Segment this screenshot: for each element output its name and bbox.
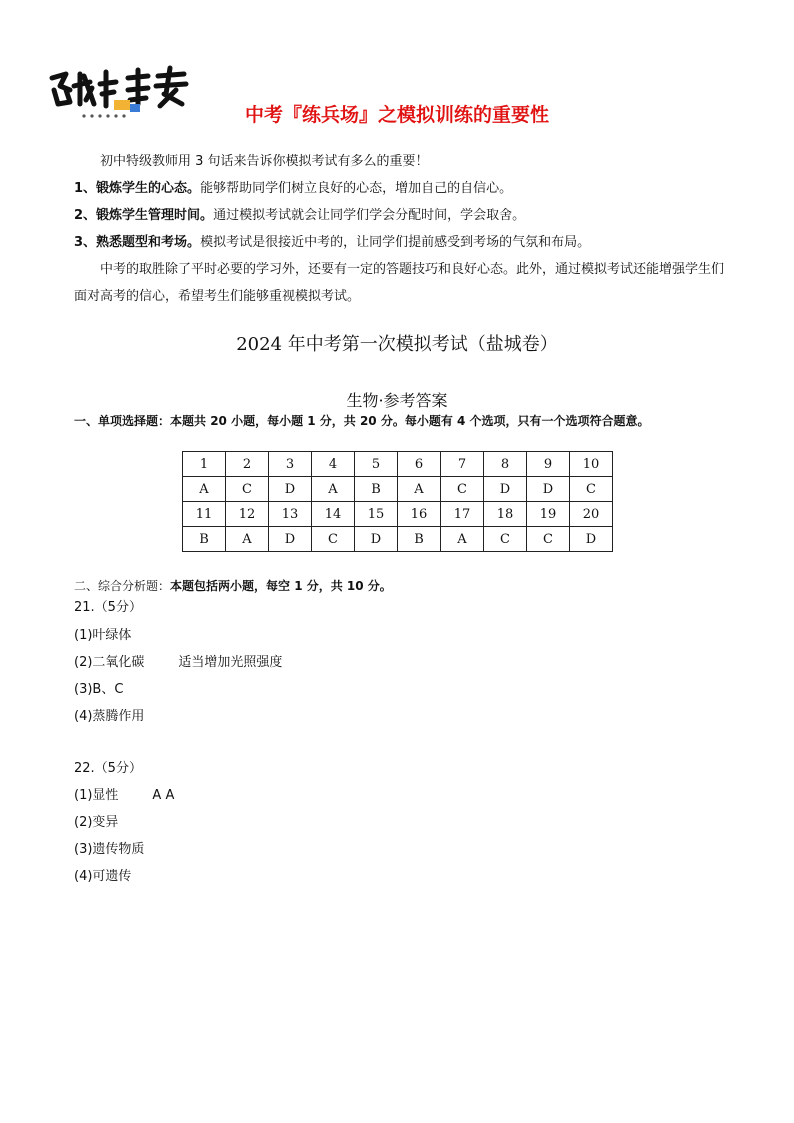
table-cell: 9	[527, 452, 570, 477]
table-cell: 15	[355, 502, 398, 527]
table-cell: A	[312, 477, 355, 502]
intro-section	[74, 148, 734, 310]
table-cell: 7	[441, 452, 484, 477]
table-cell: 11	[183, 502, 226, 527]
table-cell: D	[269, 477, 312, 502]
table-cell: 10	[570, 452, 613, 477]
q21-answer-3: (3)B、C	[74, 682, 124, 697]
table-cell: A	[441, 527, 484, 552]
table-cell: 18	[484, 502, 527, 527]
q22-answer-3: (3)遗传物质	[74, 842, 145, 857]
table-cell: D	[570, 527, 613, 552]
table-cell: C	[441, 477, 484, 502]
intro-closing: 中考的取胜除了平时必要的学习外，还要有一定的答题技巧和良好心态。此外，通过模拟考试还能增强学生们面对高考的信心，希望考生们能够重视模拟考试。	[74, 262, 725, 304]
q21-answer-2: (2)二氧化碳 适当增加光照强度	[74, 655, 283, 670]
table-cell: C	[226, 477, 269, 502]
intro-point-1: 1、锻炼学生的心态。能够帮助同学们树立良好的心态，增加自己的自信心。	[74, 181, 513, 196]
table-cell: 16	[398, 502, 441, 527]
table-cell: D	[355, 527, 398, 552]
q21-answer-1: (1)叶绿体	[74, 628, 132, 643]
table-cell: B	[398, 527, 441, 552]
table-cell: A	[398, 477, 441, 502]
q22-answer-2: (2)变异	[74, 815, 119, 830]
table-row	[183, 452, 613, 477]
q22-answer-4: (4)可遗传	[74, 869, 132, 884]
exam-subtitle: 生物·参考答案	[346, 391, 448, 410]
table-cell: 4	[312, 452, 355, 477]
table-cell: 2	[226, 452, 269, 477]
table-cell: 19	[527, 502, 570, 527]
table-cell: A	[183, 477, 226, 502]
table-row	[183, 502, 613, 527]
table-cell: 6	[398, 452, 441, 477]
table-cell: 8	[484, 452, 527, 477]
answer-table	[182, 451, 613, 552]
q21-title: 21.（5分）	[74, 600, 142, 615]
section-1-heading: 一、单项选择题：本题共 20 小题，每小题 1 分，共 20 分。每小题有 4 个选项，只有一个选项符合题意。	[74, 414, 650, 428]
table-cell: D	[484, 477, 527, 502]
table-cell: 1	[183, 452, 226, 477]
table-row	[183, 477, 613, 502]
table-cell: 14	[312, 502, 355, 527]
table-cell: 20	[570, 502, 613, 527]
table-cell: D	[269, 527, 312, 552]
q21-answer-4: (4)蒸腾作用	[74, 709, 145, 724]
table-cell: 17	[441, 502, 484, 527]
table-cell: 12	[226, 502, 269, 527]
table-cell: B	[355, 477, 398, 502]
table-cell: C	[484, 527, 527, 552]
intro-lead: 初中特级教师用 3 句话来告诉你模拟考试有多么的重要！	[100, 154, 429, 169]
exam-title: 2024 年中考第一次模拟考试（盐城卷）	[236, 334, 558, 355]
section-2-heading: 二、综合分析题：本题包括两小题，每空 1 分，共 10 分。	[74, 579, 392, 593]
q22-answer-1: (1)显性 A A	[74, 788, 175, 803]
table-cell: 13	[269, 502, 312, 527]
table-cell: A	[226, 527, 269, 552]
intro-point-3: 3、熟悉题型和考场。模拟考试是很接近中考的，让同学们提前感受到考场的气氛和布局。	[74, 235, 591, 250]
table-cell: B	[183, 527, 226, 552]
table-row	[183, 527, 613, 552]
banner-title: 中考『练兵场』之模拟训练的重要性	[244, 104, 549, 126]
table-cell: D	[527, 477, 570, 502]
table-cell: 3	[269, 452, 312, 477]
intro-point-2: 2、锻炼学生管理时间。通过模拟考试就会让同学们学会分配时间，学会取舍。	[74, 208, 526, 223]
table-cell: 5	[355, 452, 398, 477]
table-cell: C	[527, 527, 570, 552]
table-cell: C	[312, 527, 355, 552]
table-cell: C	[570, 477, 613, 502]
q22-title: 22.（5分）	[74, 761, 142, 776]
